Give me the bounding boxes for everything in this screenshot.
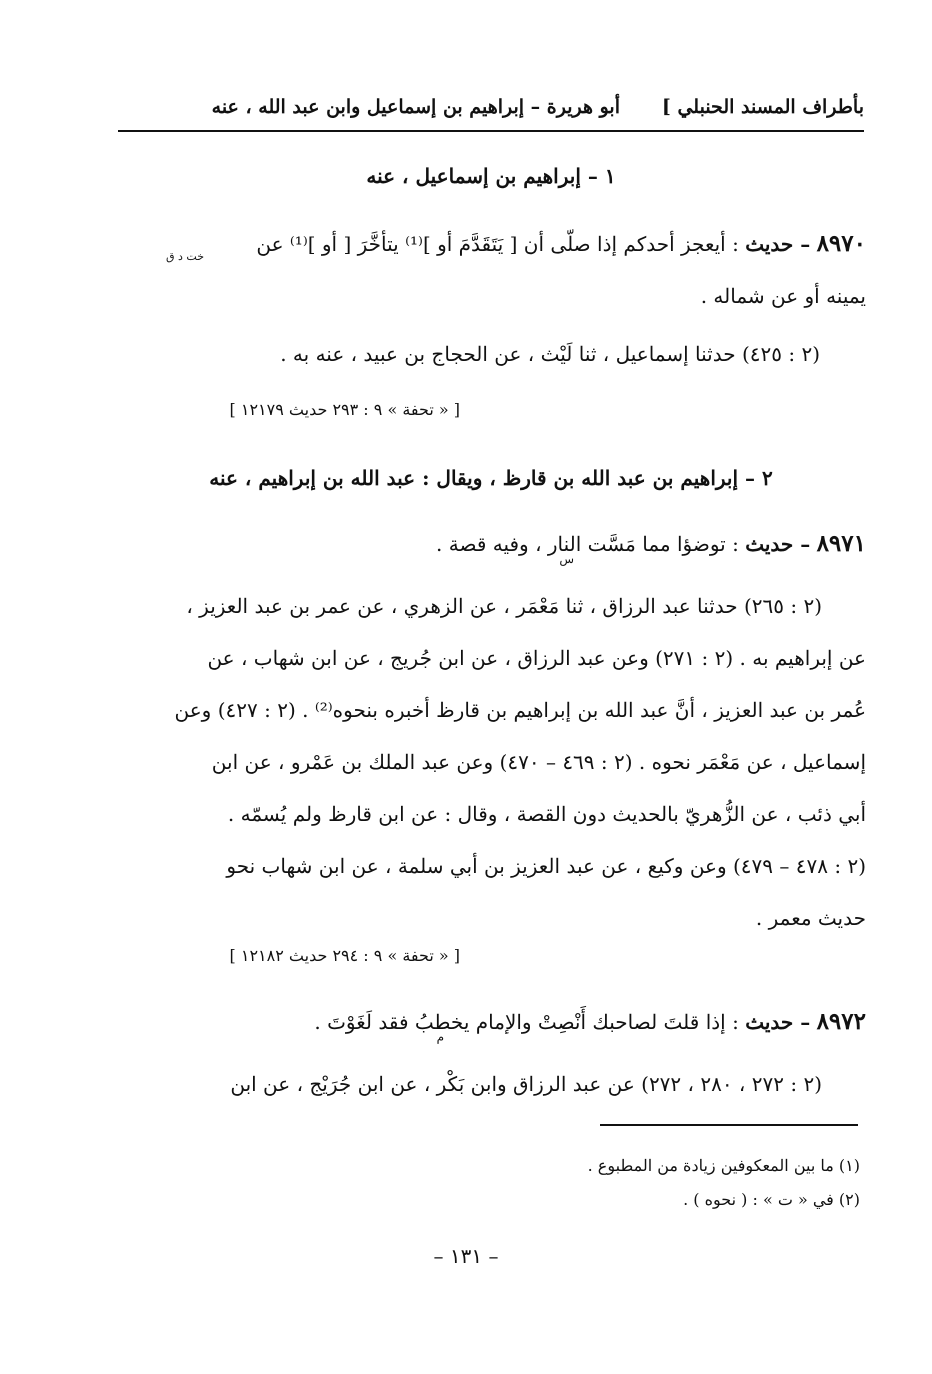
chain-line: عُمر بن عبد العزيز ، أنَّ عبد الله بن إبراهيم بن قارظ أخبره بنحوه⁽²⁾ . (٢ : ٤٢٧) وعن [174, 698, 866, 722]
hadith-8971-line-1 [116, 518, 866, 570]
header-section-title: أبو هريرة – إبراهيم بن إسماعيل وابن عبد الله ، عنه [211, 96, 620, 118]
hadith-8972 [116, 996, 866, 1048]
hadith-8970-line-2: يمينه أو عن شماله . [700, 284, 866, 308]
hadith-8971 [116, 518, 866, 570]
hadith-8972-line-1 [116, 996, 866, 1048]
hadith-text: : توضؤا مما مَسَّت النار ، وفيه قصة . [436, 532, 739, 556]
chain-line: (٢ : ٤٢٥) حدثنا إسماعيل ، ثنا لَيْث ، عن الحجاج بن عبيد ، عنه به . [280, 342, 820, 366]
chain-line: (٢ : ٢٧٢ ، ٢٨٠ ، ٢٧٢) عن عبد الرزاق وابن بَكْر ، عن ابن جُرَيْج ، عن ابن [230, 1072, 822, 1096]
footnote-2: (٢) في « ت » : ( نحوه ) . [683, 1190, 860, 1209]
hadith-8970-sigla: خت د ق [165, 250, 204, 263]
section-title-1: ١ – إبراهيم بن إسماعيل ، عنه [366, 164, 616, 188]
hadith-label: – حديث [745, 1010, 811, 1034]
hadith-label: – حديث [745, 232, 811, 256]
header-rule [118, 130, 864, 132]
header-book-title: بأطراف المسند الحنبلي ] [661, 96, 864, 118]
chain-line: أبي ذئب ، عن الزُّهريّ بالحديث دون القصة ، وقال : عن ابن قارظ ولم يُسمّه . [227, 802, 866, 826]
section-title-2: ٢ – إبراهيم بن عبد الله بن قارظ ، ويقال : عبد الله بن إبراهيم ، عنه [209, 466, 773, 490]
footnote-1: (١) ما بين المعكوفين زيادة من المطبوع . [587, 1156, 860, 1175]
hadith-text: : أيعجز أحدكم إذا صلّى أن [ يَتَقَدَّمَ أو ]⁽¹⁾ يتأخَّرَ [ أو ]⁽¹⁾ عن [256, 232, 739, 256]
hadith-8970-line-1 [116, 218, 866, 270]
hadith-number: ٨٩٧١ [816, 530, 866, 557]
footnote-rule [600, 1124, 858, 1126]
running-header [118, 92, 864, 128]
hadith-number: ٨٩٧٢ [816, 1008, 866, 1035]
hadith-label: – حديث [745, 532, 811, 556]
hadith-8971-chain [116, 580, 866, 944]
hadith-8970-reference: [ « تحفة » ٩ : ٢٩٣ حديث ١٢١٧٩ ] [229, 400, 460, 419]
hadith-text: : إذا قلتَ لصاحبك أَنْصِتْ والإمام يخطبُ فقد لَغَوْتَ . [314, 1010, 739, 1034]
chain-line: حديث معمر . [755, 906, 866, 930]
page-number: – ١٣١ – [433, 1244, 499, 1268]
chain-line: (٢ : ٢٦٥) حدثنا عبد الرزاق ، ثنا مَعْمَر ، عن الزهري ، عن عمر بن عبد العزيز ، [186, 594, 822, 618]
hadith-8971-sigla: س [559, 552, 574, 566]
chain-line: (٢ : ٤٧٨ – ٤٧٩) وعن وكيع ، عن عبد العزيز بن أبي سلمة ، عن ابن شهاب نحو [226, 854, 866, 878]
hadith-8972-sigla: م [436, 1030, 444, 1044]
chain-line: عن إبراهيم به . (٢ : ٢٧١) وعن عبد الرزاق ، عن ابن جُريج ، عن ابن شهاب ، عن [207, 646, 866, 670]
hadith-number: ٨٩٧٠ [816, 230, 866, 257]
hadith-8970 [116, 218, 866, 322]
chain-line: إسماعيل ، عن مَعْمَر نحوه . (٢ : ٤٦٩ – ٤٧٠) وعن عبد الملك بن عَمْرو ، عن ابن [211, 750, 866, 774]
hadith-8970-chain [116, 328, 820, 380]
hadith-8971-reference: [ « تحفة » ٩ : ٢٩٤ حديث ١٢١٨٢ ] [229, 946, 460, 965]
hadith-8972-chain [116, 1058, 866, 1110]
